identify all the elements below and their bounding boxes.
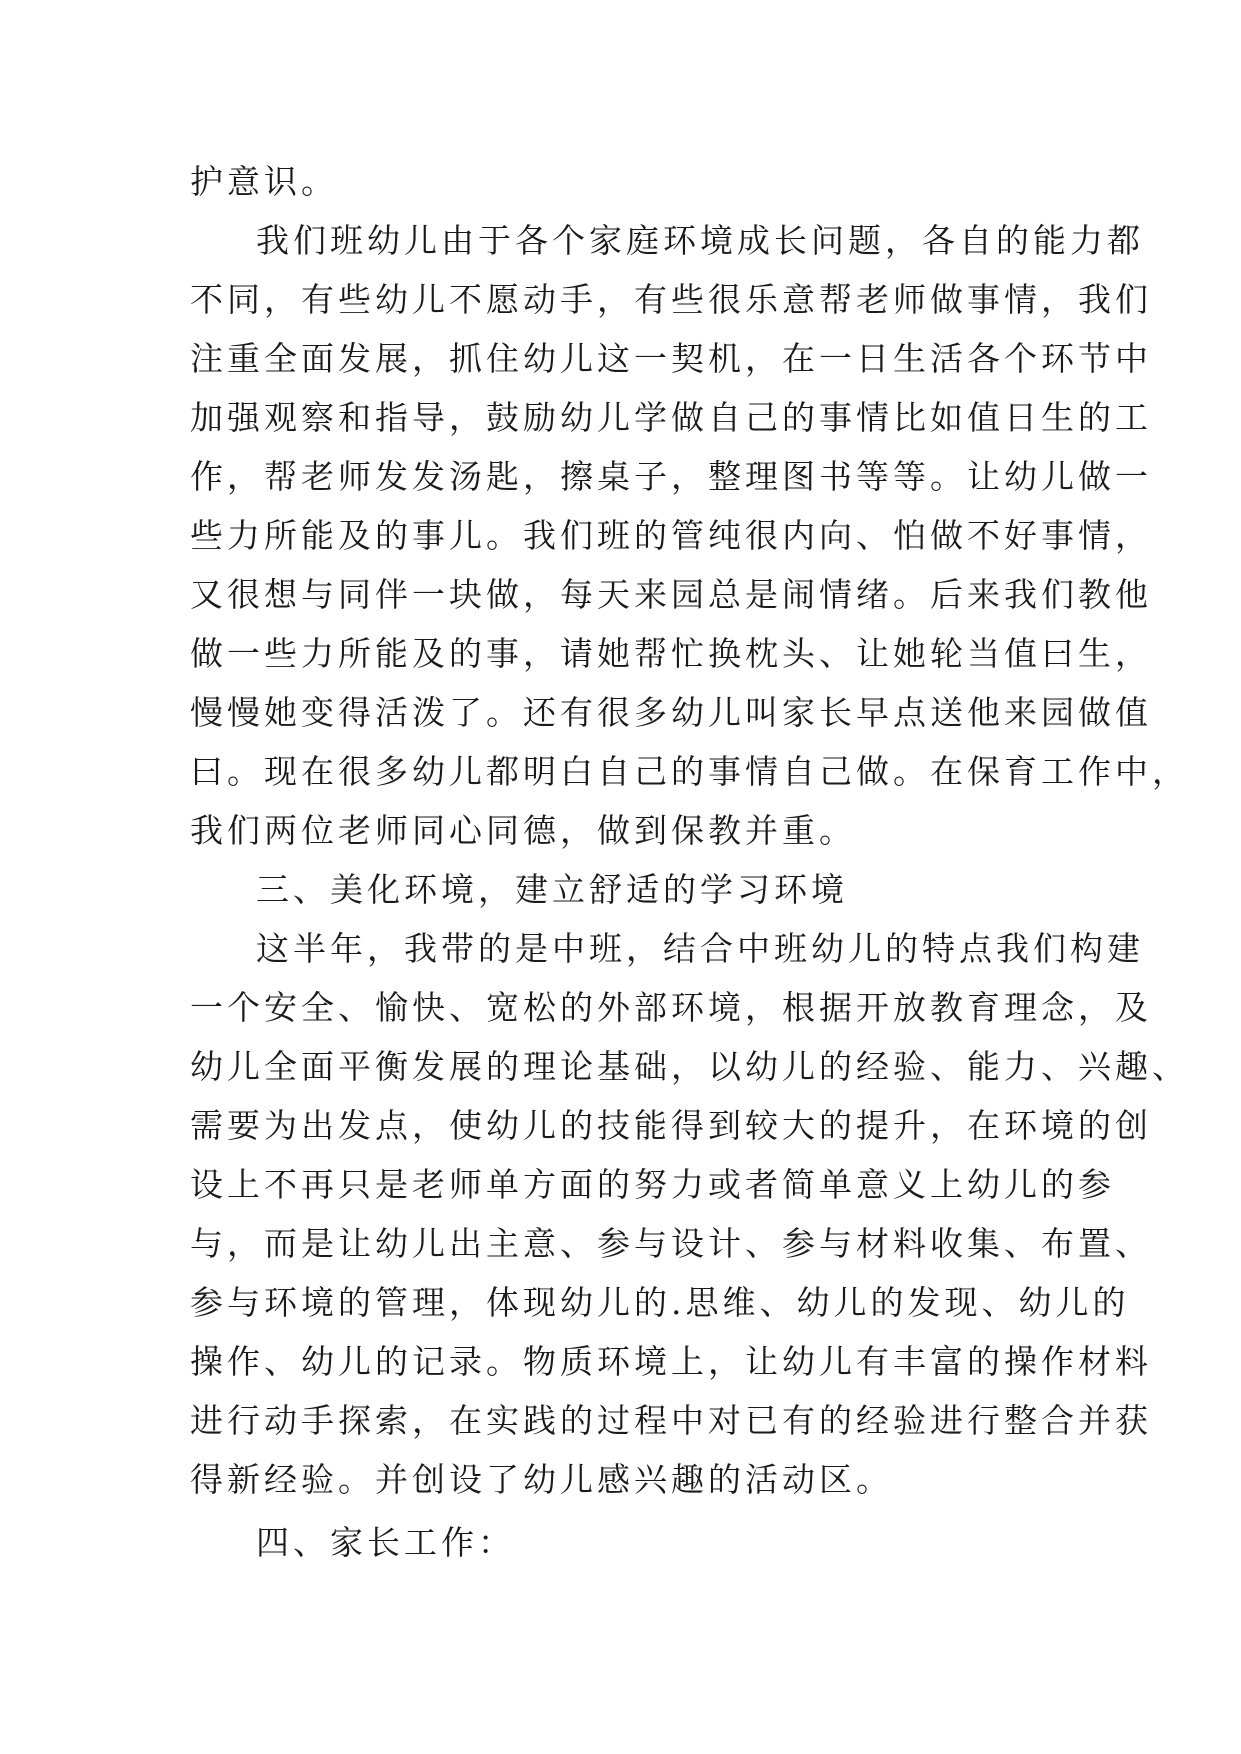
text-line: 操作、幼儿的记录。物质环境上，让幼儿有丰富的操作材料 [190, 1342, 1152, 1381]
section-heading: 四、家长工作： [256, 1523, 515, 1562]
text-line: 曰。现在很多幼儿都明白自己的事情自己做。在保育工作中， [190, 752, 1189, 791]
text-line: 我们两位老师同心同德，做到保教并重。 [190, 811, 856, 850]
text-line: 不同，有些幼儿不愿动手，有些很乐意帮老师做事情，我们 [190, 280, 1152, 319]
text-line: 需要为出发点，使幼儿的技能得到较大的提升，在环境的创 [190, 1106, 1152, 1145]
text-line: 又很想与同伴一块做，每天来园总是闹情绪。后来我们教他 [190, 575, 1152, 614]
text-line: 我们班幼儿由于各个家庭环境成长问题，各自的能力都 [256, 221, 1144, 260]
text-line: 注重全面发展，抓住幼儿这一契机，在一日生活各个环节中 [190, 339, 1152, 378]
text-line: 加强观察和指导，鼓励幼儿学做自己的事情比如值日生的工 [190, 398, 1152, 437]
text-line: 作，帮老师发发汤匙，擦桌子，整理图书等等。让幼儿做一 [190, 457, 1152, 496]
text-line: 与，而是让幼儿出主意、参与设计、参与材料收集、布置、 [190, 1224, 1152, 1263]
document-body [190, 152, 1189, 1572]
text-line: 慢慢她变得活泼了。还有很多幼儿叫家长早点送他来园做值 [190, 693, 1152, 732]
text-line: 进行动手探索，在实践的过程中对已有的经验进行整合并获 [190, 1401, 1152, 1440]
text-line: 设上不再只是老师单方面的努力或者简单意义上幼儿的参 [190, 1165, 1115, 1204]
text-line: 一个安全、愉快、宽松的外部环境，根据开放教育理念，及 [190, 988, 1152, 1027]
text-line: 些力所能及的事儿。我们班的管纯很内向、怕做不好事情， [190, 516, 1152, 555]
text-line: 护意识。 [190, 162, 338, 201]
text-line: 做一些力所能及的事，请她帮忙换枕头、让她轮当值曰生， [190, 634, 1152, 673]
section-heading: 三、美化环境，建立舒适的学习环境 [256, 870, 848, 909]
text-line: 这半年，我带的是中班，结合中班幼儿的特点我们构建 [256, 929, 1144, 968]
text-line: 幼儿全面平衡发展的理论基础，以幼儿的经验、能力、兴趣、 [190, 1047, 1189, 1086]
text-line: 参与环境的管理，体现幼儿的.思维、幼儿的发现、幼儿的 [190, 1283, 1130, 1322]
text-line: 得新经验。并创设了幼儿感兴趣的活动区。 [190, 1460, 893, 1499]
